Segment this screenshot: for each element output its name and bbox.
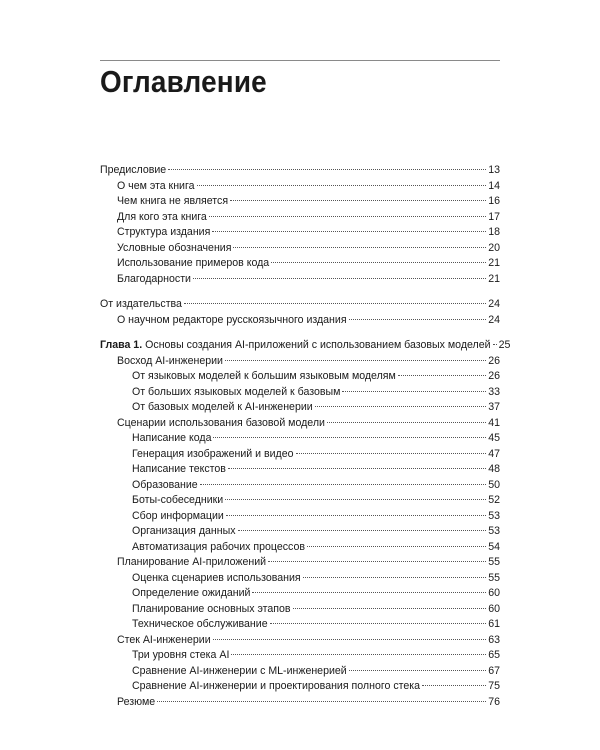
- toc-entry[interactable]: [100, 385, 500, 401]
- table-of-contents: [100, 163, 511, 710]
- toc-entry-text: Использование примеров кода: [117, 257, 270, 269]
- toc-entry-text: Образование: [132, 478, 198, 491]
- toc-page-number: 17: [488, 210, 500, 223]
- toc-page-number: 53: [488, 525, 500, 537]
- dot-leader: [200, 484, 487, 485]
- toc-entry[interactable]: [100, 633, 500, 649]
- toc-entry[interactable]: [100, 509, 500, 525]
- toc-page-number: 48: [488, 463, 500, 475]
- toc-entry[interactable]: [100, 400, 500, 416]
- toc-entry[interactable]: [100, 416, 500, 432]
- toc-entry[interactable]: [100, 462, 500, 478]
- dot-leader: [212, 231, 486, 232]
- toc-entry-text: Стек AI-инженерии: [117, 633, 211, 646]
- dot-leader: [270, 623, 487, 624]
- toc-entry-text: Восход AI-инженерии: [117, 354, 223, 367]
- toc-page-number: 53: [488, 509, 500, 522]
- toc-entry[interactable]: [100, 617, 500, 633]
- toc-entry[interactable]: [100, 664, 500, 680]
- toc-entry-text: Боты-собеседники: [132, 494, 224, 506]
- toc-page-number: 55: [488, 571, 500, 584]
- toc-page-number: 24: [488, 313, 500, 326]
- dot-leader: [209, 216, 486, 217]
- toc-entry[interactable]: [100, 695, 500, 711]
- toc-entry-text: От языковых моделей к большим языковым моделям: [132, 370, 396, 382]
- toc-entry[interactable]: [100, 210, 500, 226]
- toc-entry-text: Написание кода: [132, 432, 212, 444]
- toc-entry[interactable]: [100, 447, 500, 463]
- dot-leader: [293, 608, 487, 609]
- toc-entry-text: Планирование AI-приложений: [117, 556, 267, 568]
- toc-entry-text: Структура издания: [117, 226, 211, 238]
- toc-page-number: 18: [488, 226, 500, 238]
- toc-page-number: 61: [488, 618, 500, 630]
- toc-entry[interactable]: [100, 194, 500, 210]
- toc-page-number: 75: [488, 680, 500, 692]
- dot-leader: [307, 546, 486, 547]
- toc-entry-text: Сценарии использования базовой модели: [117, 416, 325, 429]
- toc-entry-text: Определение ожиданий: [132, 587, 251, 599]
- dot-leader: [230, 200, 486, 201]
- toc-page-number: 37: [488, 401, 500, 413]
- toc-entry[interactable]: [100, 163, 500, 179]
- dot-leader: [184, 303, 486, 304]
- toc-group-chapter-1: [100, 338, 511, 710]
- toc-entry[interactable]: [100, 586, 500, 602]
- dot-leader: [349, 670, 487, 671]
- group-gap: [100, 287, 500, 297]
- dot-leader: [268, 561, 486, 562]
- toc-entry-text: Автоматизация рабочих процессов: [132, 540, 305, 553]
- toc-entry[interactable]: [100, 297, 500, 313]
- toc-page-number: 26: [488, 370, 500, 382]
- chapter-label: Глава 1.: [100, 339, 143, 351]
- dot-leader: [168, 169, 486, 170]
- toc-entry-text: Техническое обслуживание: [132, 618, 268, 630]
- toc-entry[interactable]: [100, 524, 500, 540]
- dot-leader: [327, 422, 486, 423]
- dot-leader: [193, 278, 486, 279]
- toc-entry-text: Сравнение AI-инженерии с ML-инженерией: [132, 664, 347, 677]
- chapter-title: Основы создания AI-приложений с использованием базовых моделей: [145, 339, 491, 351]
- toc-page-number: 54: [488, 540, 500, 553]
- toc-entry-text: Три уровня стека AI: [132, 649, 230, 661]
- toc-page-number: 41: [488, 416, 500, 429]
- toc-entry[interactable]: [100, 225, 500, 241]
- toc-entry-text: О научном редакторе русскоязычного издания: [117, 313, 347, 326]
- toc-entry-text: Сбор информации: [132, 509, 224, 522]
- toc-group-publisher: [100, 297, 500, 328]
- toc-entry[interactable]: [100, 540, 500, 556]
- toc-entry-text: Резюме: [117, 695, 156, 708]
- toc-page-number: 45: [488, 432, 500, 444]
- dot-leader: [315, 406, 487, 407]
- toc-entry-text: Условные обозначения: [117, 241, 232, 254]
- dot-leader: [342, 391, 486, 392]
- toc-entry-chapter-1[interactable]: [100, 338, 511, 354]
- dot-leader: [493, 344, 497, 345]
- toc-entry-text: Планирование основных этапов: [132, 602, 291, 615]
- dot-leader: [233, 247, 486, 248]
- toc-entry[interactable]: [100, 648, 500, 664]
- toc-page-number: 25: [498, 339, 511, 351]
- toc-entry-text: Для кого эта книга: [117, 210, 207, 223]
- toc-page-number: 33: [488, 385, 500, 398]
- toc-page-number: 50: [488, 478, 500, 491]
- toc-entry[interactable]: [100, 493, 500, 509]
- dot-leader: [225, 499, 486, 500]
- toc-entry-text: О чем эта книга: [117, 179, 195, 192]
- toc-page-number: 13: [488, 164, 500, 176]
- toc-page-number: 63: [488, 633, 500, 646]
- toc-entry[interactable]: [100, 555, 500, 571]
- dot-leader: [228, 468, 486, 469]
- dot-leader: [231, 654, 486, 655]
- toc-page-number: 47: [488, 447, 500, 460]
- toc-page-number: 52: [488, 494, 500, 506]
- dot-leader: [213, 437, 486, 438]
- dot-leader: [252, 592, 486, 593]
- group-gap: [100, 328, 500, 338]
- toc-entry[interactable]: [100, 571, 500, 587]
- toc-entry[interactable]: [100, 241, 500, 257]
- toc-page-number: 60: [488, 587, 500, 599]
- dot-leader: [238, 530, 487, 531]
- dot-leader: [226, 515, 486, 516]
- toc-page-number: 65: [488, 649, 500, 661]
- toc-entry-text: Оценка сценариев использования: [132, 571, 301, 584]
- toc-entry-text: От больших языковых моделей к базовым: [132, 385, 341, 398]
- toc-entry[interactable]: [100, 369, 500, 385]
- toc-page-number: 55: [488, 556, 500, 568]
- toc-page-number: 14: [488, 179, 500, 192]
- toc-page-number: 76: [488, 695, 500, 708]
- dot-leader: [398, 375, 486, 376]
- dot-leader: [349, 319, 487, 320]
- dot-leader: [422, 685, 486, 686]
- dot-leader: [271, 262, 486, 263]
- toc-entry-text: От издательства: [100, 298, 182, 310]
- toc-entry-text: Благодарности: [117, 272, 191, 285]
- toc-page-number: 60: [488, 602, 500, 615]
- dot-leader: [157, 701, 486, 702]
- toc-page-number: 21: [488, 257, 500, 269]
- toc-entry-text: Предисловие: [100, 164, 167, 176]
- toc-entry[interactable]: [100, 478, 500, 494]
- toc-page-number: 67: [488, 664, 500, 677]
- toc-entry-text: Чем книга не является: [117, 195, 229, 207]
- page-title: Оглавление: [100, 64, 267, 99]
- dot-leader: [197, 185, 487, 186]
- toc-entry-text: Написание текстов: [132, 463, 226, 475]
- toc-entry[interactable]: [100, 256, 500, 272]
- toc-entry[interactable]: [100, 679, 500, 695]
- toc-entry-text: Организация данных: [132, 525, 236, 537]
- toc-entry[interactable]: [100, 179, 500, 195]
- toc-entry-text: [100, 338, 491, 354]
- toc-entry[interactable]: [100, 602, 500, 618]
- toc-page-number: 20: [488, 241, 500, 254]
- toc-page-number: 21: [488, 272, 500, 285]
- toc-group-preface: [100, 163, 500, 287]
- toc-entry[interactable]: [100, 272, 500, 288]
- toc-page-number: 16: [488, 195, 500, 207]
- dot-leader: [303, 577, 487, 578]
- toc-entry-text: Сравнение AI-инженерии и проектирования полного стека: [132, 680, 420, 692]
- dot-leader: [213, 639, 487, 640]
- toc-page-number: 24: [488, 298, 500, 310]
- toc-page-number: 26: [488, 354, 500, 367]
- toc-entry[interactable]: [100, 431, 500, 447]
- toc-entry-text: От базовых моделей к AI-инженерии: [132, 401, 313, 413]
- toc-entry[interactable]: [100, 313, 500, 329]
- dot-leader: [296, 453, 487, 454]
- dot-leader: [225, 360, 486, 361]
- toc-entry[interactable]: [100, 354, 500, 370]
- top-rule: [100, 60, 500, 61]
- toc-entry-text: Генерация изображений и видео: [132, 447, 294, 460]
